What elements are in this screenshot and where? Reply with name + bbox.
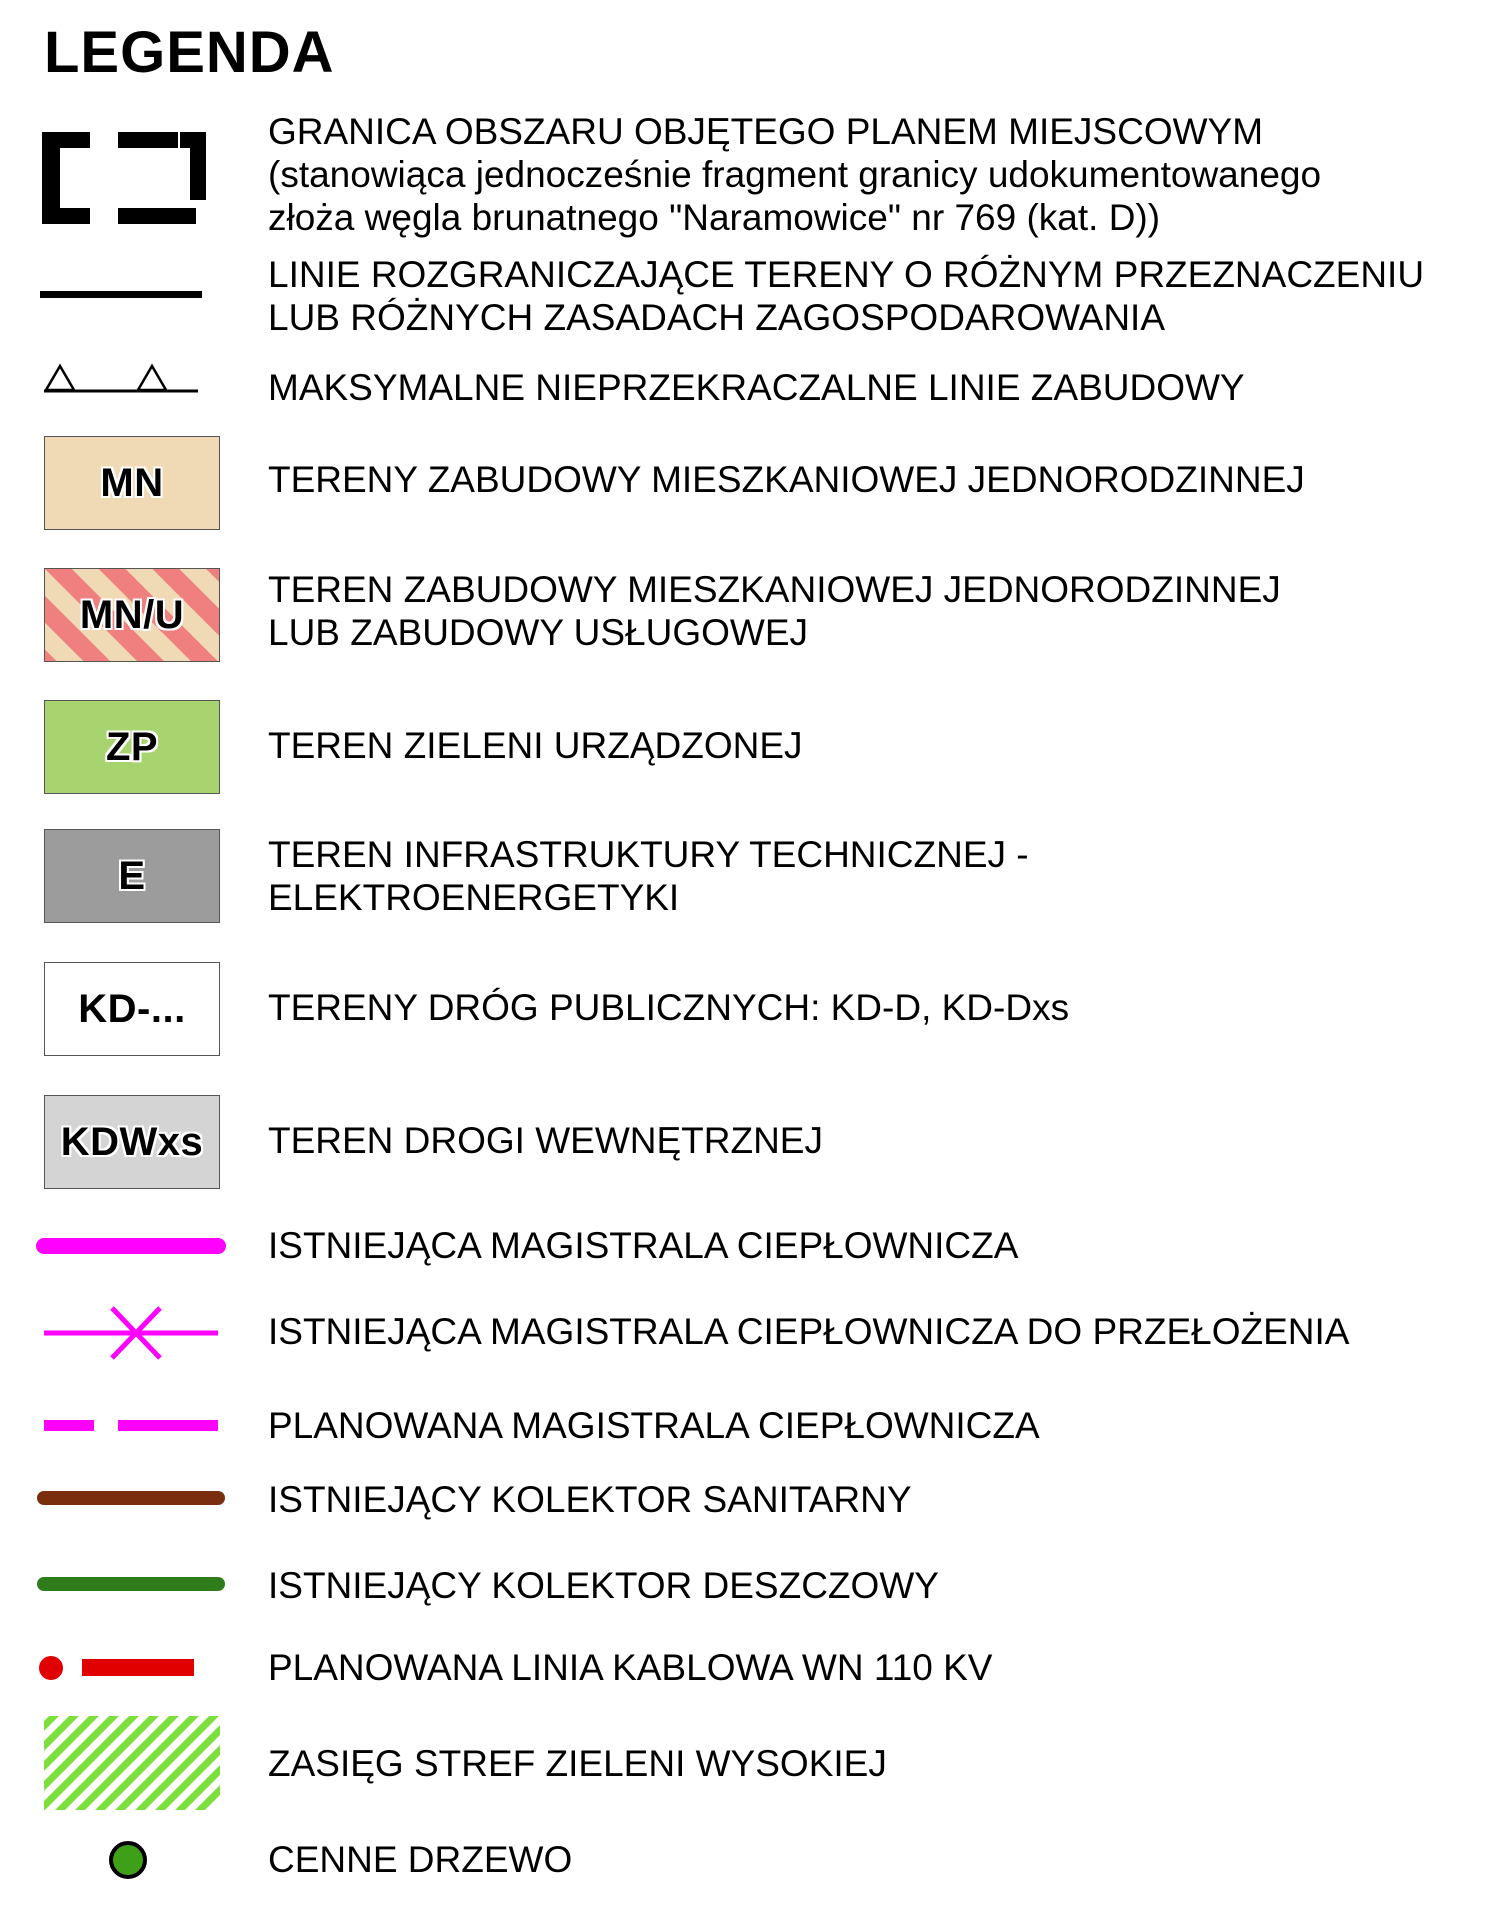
legend-row-kd bbox=[0, 962, 1506, 1058]
legend-label: TERENY DRÓG PUBLICZNYCH: KD-D, KD-Dxs bbox=[268, 987, 1070, 1028]
legend-label: MAKSYMALNE NIEPRZEKRACZALNE LINIE ZABUDOWY bbox=[268, 367, 1245, 408]
legend-label: GRANICA OBSZARU OBJĘTEGO PLANEM MIEJSCOWYM (stanowiąca jednocześnie fragment granicy udokumentowanego złoża węgla brunatnego "Naramowice" nr 769 (kat. D)) bbox=[268, 111, 1322, 238]
legend-row-plan-boundary bbox=[0, 111, 1506, 238]
legend-label: PLANOWANA LINIA KABLOWA WN 110 KV bbox=[268, 1647, 993, 1688]
legend-label: TEREN DROGI WEWNĘTRZNEJ bbox=[268, 1120, 823, 1161]
green-thick-line-icon bbox=[0, 1562, 260, 1622]
legend-label: TEREN ZABUDOWY MIESZKANIOWEJ JEDNORODZINNEJ LUB ZABUDOWY USŁUGOWEJ bbox=[268, 569, 1281, 653]
brown-thick-line-icon bbox=[0, 1476, 260, 1536]
legend-row-sewer bbox=[0, 1476, 1506, 1536]
legend-row-heat-existing bbox=[0, 1220, 1506, 1280]
legend-label: ISTNIEJĄCY KOLEKTOR SANITARNY bbox=[268, 1479, 912, 1520]
legend-label: TERENY ZABUDOWY MIESZKANIOWEJ JEDNORODZINNEJ bbox=[268, 459, 1305, 500]
zone-code: MN bbox=[100, 460, 164, 505]
solid-line-icon bbox=[0, 253, 260, 343]
legend-row-building-lines bbox=[0, 360, 1506, 420]
legend-label: ISTNIEJĄCA MAGISTRALA CIEPŁOWNICZA bbox=[268, 1225, 1019, 1266]
zone-mn-u-swatch bbox=[44, 568, 220, 662]
legend-label: ISTNIEJĄCA MAGISTRALA CIEPŁOWNICZA DO PRZEŁOŻENIA bbox=[268, 1311, 1350, 1352]
legend-row-zp bbox=[0, 700, 1506, 796]
magenta-dashed-line-icon bbox=[0, 1398, 260, 1458]
legend-label: CENNE DRZEWO bbox=[268, 1839, 573, 1880]
legend-label: ZASIĘG STREF ZIELENI WYSOKIEJ bbox=[268, 1743, 887, 1784]
legend-row-storm bbox=[0, 1562, 1506, 1622]
zone-mn-swatch bbox=[44, 436, 220, 530]
zone-code: KD-... bbox=[78, 986, 186, 1031]
legend-label: PLANOWANA MAGISTRALA CIEPŁOWNICZA bbox=[268, 1405, 1040, 1446]
legend-label: LINIE ROZGRANICZAJĄCE TERENY O RÓŻNYM PRZEZNACZENIU LUB RÓŻNYCH ZASADACH ZAGOSPODAROWANIA bbox=[268, 254, 1425, 338]
legend-row-mn bbox=[0, 436, 1506, 532]
triangle-line-icon bbox=[0, 360, 260, 420]
legend-row-tree bbox=[0, 1830, 1506, 1900]
legend-row-heat-planned bbox=[0, 1398, 1506, 1458]
legend-label: TEREN ZIELENI URZĄDZONEJ bbox=[268, 725, 803, 766]
legend-row-kdwxs bbox=[0, 1095, 1506, 1191]
zone-kd-swatch bbox=[44, 962, 220, 1056]
magenta-thick-line-icon bbox=[0, 1220, 260, 1280]
legend-row-e bbox=[0, 829, 1506, 925]
magenta-crossed-line-icon bbox=[0, 1300, 260, 1370]
zone-code: MN/U bbox=[79, 592, 185, 637]
dashed-boundary-icon bbox=[0, 112, 260, 232]
legend-row-cable bbox=[0, 1640, 1506, 1700]
red-dot-line-icon bbox=[0, 1640, 260, 1700]
zone-code: E bbox=[118, 853, 146, 898]
zone-code: ZP bbox=[105, 724, 159, 769]
legend-title: LEGENDA bbox=[44, 20, 335, 85]
legend-label: TEREN INFRASTRUKTURY TECHNICZNEJ - ELEKTROENERGETYKI bbox=[268, 834, 1029, 918]
legend-row-mn-u bbox=[0, 568, 1506, 664]
legend-row-heat-relocate bbox=[0, 1300, 1506, 1370]
zone-kdwxs-swatch bbox=[44, 1095, 220, 1189]
tree-dot-icon bbox=[0, 1830, 260, 1900]
zone-e-swatch bbox=[44, 829, 220, 923]
legend-label: ISTNIEJĄCY KOLEKTOR DESZCZOWY bbox=[268, 1565, 939, 1606]
hatched-box-icon bbox=[0, 1716, 260, 1812]
legend-row-high-green bbox=[0, 1716, 1506, 1812]
zone-zp-swatch bbox=[44, 700, 220, 794]
zone-code: KDWxs bbox=[60, 1119, 204, 1164]
legend-row-demarcation-lines bbox=[0, 253, 1506, 343]
